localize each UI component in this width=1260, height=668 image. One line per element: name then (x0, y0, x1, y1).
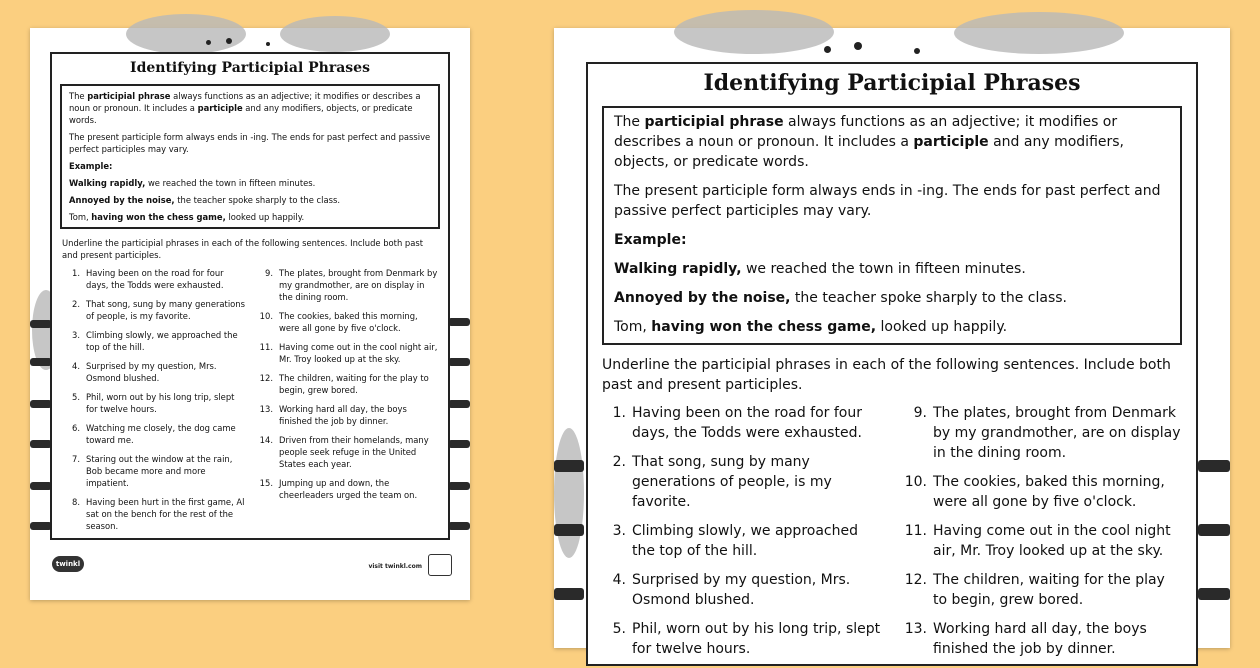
list-item: 9. The plates, brought from Denmark by my grandmother, are on display in the dining room. (265, 268, 438, 302)
brush-stroke-decoration (448, 482, 470, 490)
ink-dot-decoration (824, 46, 831, 53)
list-item: 9. The plates, brought from Denmark by my grandmother, are on display in the dining room. (913, 405, 1181, 461)
list-item: 4. Surprised by my question, Mrs. Osmond blushed. (72, 361, 217, 383)
brush-stroke-decoration (554, 588, 584, 600)
page-title: Identifying Participial Phrases (703, 70, 1081, 96)
list-item: 14. Driven from their homelands, many people seek refuge in the United States each year. (259, 435, 429, 469)
list-item: 13. Working hard all day, the boys finished the job by dinner. (904, 621, 1147, 657)
example-sentence: Tom, having won the chess game, looked up happily. (69, 212, 305, 222)
sentence-list (602, 403, 1182, 668)
brush-stroke-decoration (554, 524, 584, 536)
list-item: 12. The children, waiting for the play to begin, grew bored. (904, 572, 1165, 608)
worksheet-thumbnail (30, 28, 470, 600)
list-item: 6. Watching me closely, the dog came toward me. (72, 423, 236, 445)
brush-stroke-decoration (448, 522, 470, 530)
list-item: 4. Surprised by my question, Mrs. Osmond blushed. (612, 572, 851, 608)
ink-dot-decoration (854, 42, 862, 50)
ink-blot-decoration (954, 12, 1124, 54)
quality-badge-icon (428, 554, 452, 576)
ink-dot-decoration (914, 48, 920, 54)
list-item: 13. Working hard all day, the boys finished the job by dinner. (259, 404, 407, 426)
ink-blot-decoration (554, 428, 584, 558)
twinkl-logo: twinkl (52, 556, 84, 572)
footer-url: visit twinkl.com (368, 563, 422, 570)
brush-stroke-decoration (554, 460, 584, 472)
definition-text: The participial phrase always functions as an adjective; it modifies or describes a noun or pronoun. It includes a participle and any modifiers, objects, or predicate words. (614, 114, 1124, 170)
brush-stroke-decoration (30, 482, 52, 490)
brush-stroke-decoration (448, 318, 470, 326)
brush-stroke-decoration (30, 440, 52, 448)
list-item: 10. The cookies, baked this morning, were all gone by five o'clock. (259, 311, 418, 333)
example-sentence: Annoyed by the noise, the teacher spoke sharply to the class. (69, 195, 340, 205)
page-title: Identifying Participial Phrases (130, 60, 370, 76)
sentence-column-right (255, 267, 438, 539)
example-sentence: Tom, having won the chess game, looked up happily. (614, 319, 1008, 335)
definition-box (602, 106, 1182, 345)
worksheet-frame (586, 62, 1198, 666)
list-item: 10. The cookies, baked this morning, were all gone by five o'clock. (904, 474, 1165, 510)
list-item: 12. The children, waiting for the play to begin, grew bored. (259, 373, 429, 395)
instructions: Underline the participial phrases in each of the following sentences. Include both past and present participles. (62, 238, 424, 260)
brush-stroke-decoration (30, 320, 52, 328)
list-item: 11. Having come out in the cool night air, Mr. Troy looked up at the sky. (904, 523, 1171, 559)
ink-dot-decoration (226, 38, 232, 44)
list-item: 3. Climbing slowly, we approached the top of the hill. (612, 523, 858, 559)
list-item: 1. Having been on the road for four days, the Todds were exhausted. (72, 268, 224, 290)
example-label: Example: (69, 161, 113, 171)
list-item: 3. Climbing slowly, we approached the top of the hill. (72, 330, 238, 352)
participle-note: The present participle form always ends in -ing. The ends for past perfect and passive perfect participles may vary. (614, 183, 1161, 219)
list-item: 2. That song, sung by many generations of people, is my favorite. (72, 299, 245, 321)
brush-stroke-decoration (1198, 524, 1230, 536)
list-item: 8. Having been hurt in the first game, Al sat on the bench for the rest of the season. (72, 497, 245, 531)
example-sentence: Walking rapidly, we reached the town in fifteen minutes. (614, 261, 1026, 277)
participle-note: The present participle form always ends in -ing. The ends for past perfect and passive perfect participles may vary. (69, 132, 431, 154)
example-sentence: Walking rapidly, we reached the town in fifteen minutes. (69, 178, 316, 188)
list-item: 2. That song, sung by many generations of people, is my favorite. (612, 454, 832, 510)
list-item: 15. Jumping up and down, the cheerleaders urged the team on. (259, 478, 418, 500)
sentence-column-left (602, 403, 881, 668)
sentence-column-right (903, 403, 1182, 668)
ink-blot-decoration (126, 14, 246, 54)
brush-stroke-decoration (1198, 588, 1230, 600)
sentence-list (62, 267, 438, 539)
example-label: Example: (614, 232, 687, 248)
list-item: 11. Having come out in the cool night air, Mr. Troy looked up at the sky. (259, 342, 438, 364)
ink-dot-decoration (266, 42, 270, 46)
brush-stroke-decoration (448, 400, 470, 408)
worksheet-zoomed (554, 28, 1230, 657)
example-sentence: Annoyed by the noise, the teacher spoke sharply to the class. (614, 290, 1067, 306)
list-item: 5. Phil, worn out by his long trip, slept for twelve hours. (612, 621, 881, 657)
list-item: 7. Staring out the window at the rain, Bob became more and more impatient. (72, 454, 233, 488)
list-item: 5. Phil, worn out by his long trip, slept for twelve hours. (72, 392, 235, 414)
worksheet-frame (50, 52, 450, 540)
definition-text: The participial phrase always functions as an adjective; it modifies or describes a noun or pronoun. It includes a participle and any modifiers, objects, or predicate words. (69, 91, 421, 125)
list-item: 1. Having been on the road for four days, the Todds were exhausted. (612, 405, 862, 441)
ink-dot-decoration (206, 40, 211, 45)
brush-stroke-decoration (448, 358, 470, 366)
brush-stroke-decoration (30, 400, 52, 408)
ink-blot-decoration (674, 10, 834, 54)
sentence-column-left (62, 267, 245, 539)
brush-stroke-decoration (448, 440, 470, 448)
brush-stroke-decoration (30, 358, 52, 366)
ink-blot-decoration (280, 16, 390, 52)
brush-stroke-decoration (1198, 460, 1230, 472)
brush-stroke-decoration (30, 522, 52, 530)
instructions: Underline the participial phrases in each of the following sentences. Include both past and present participles. (602, 357, 1171, 393)
definition-box (60, 84, 440, 229)
